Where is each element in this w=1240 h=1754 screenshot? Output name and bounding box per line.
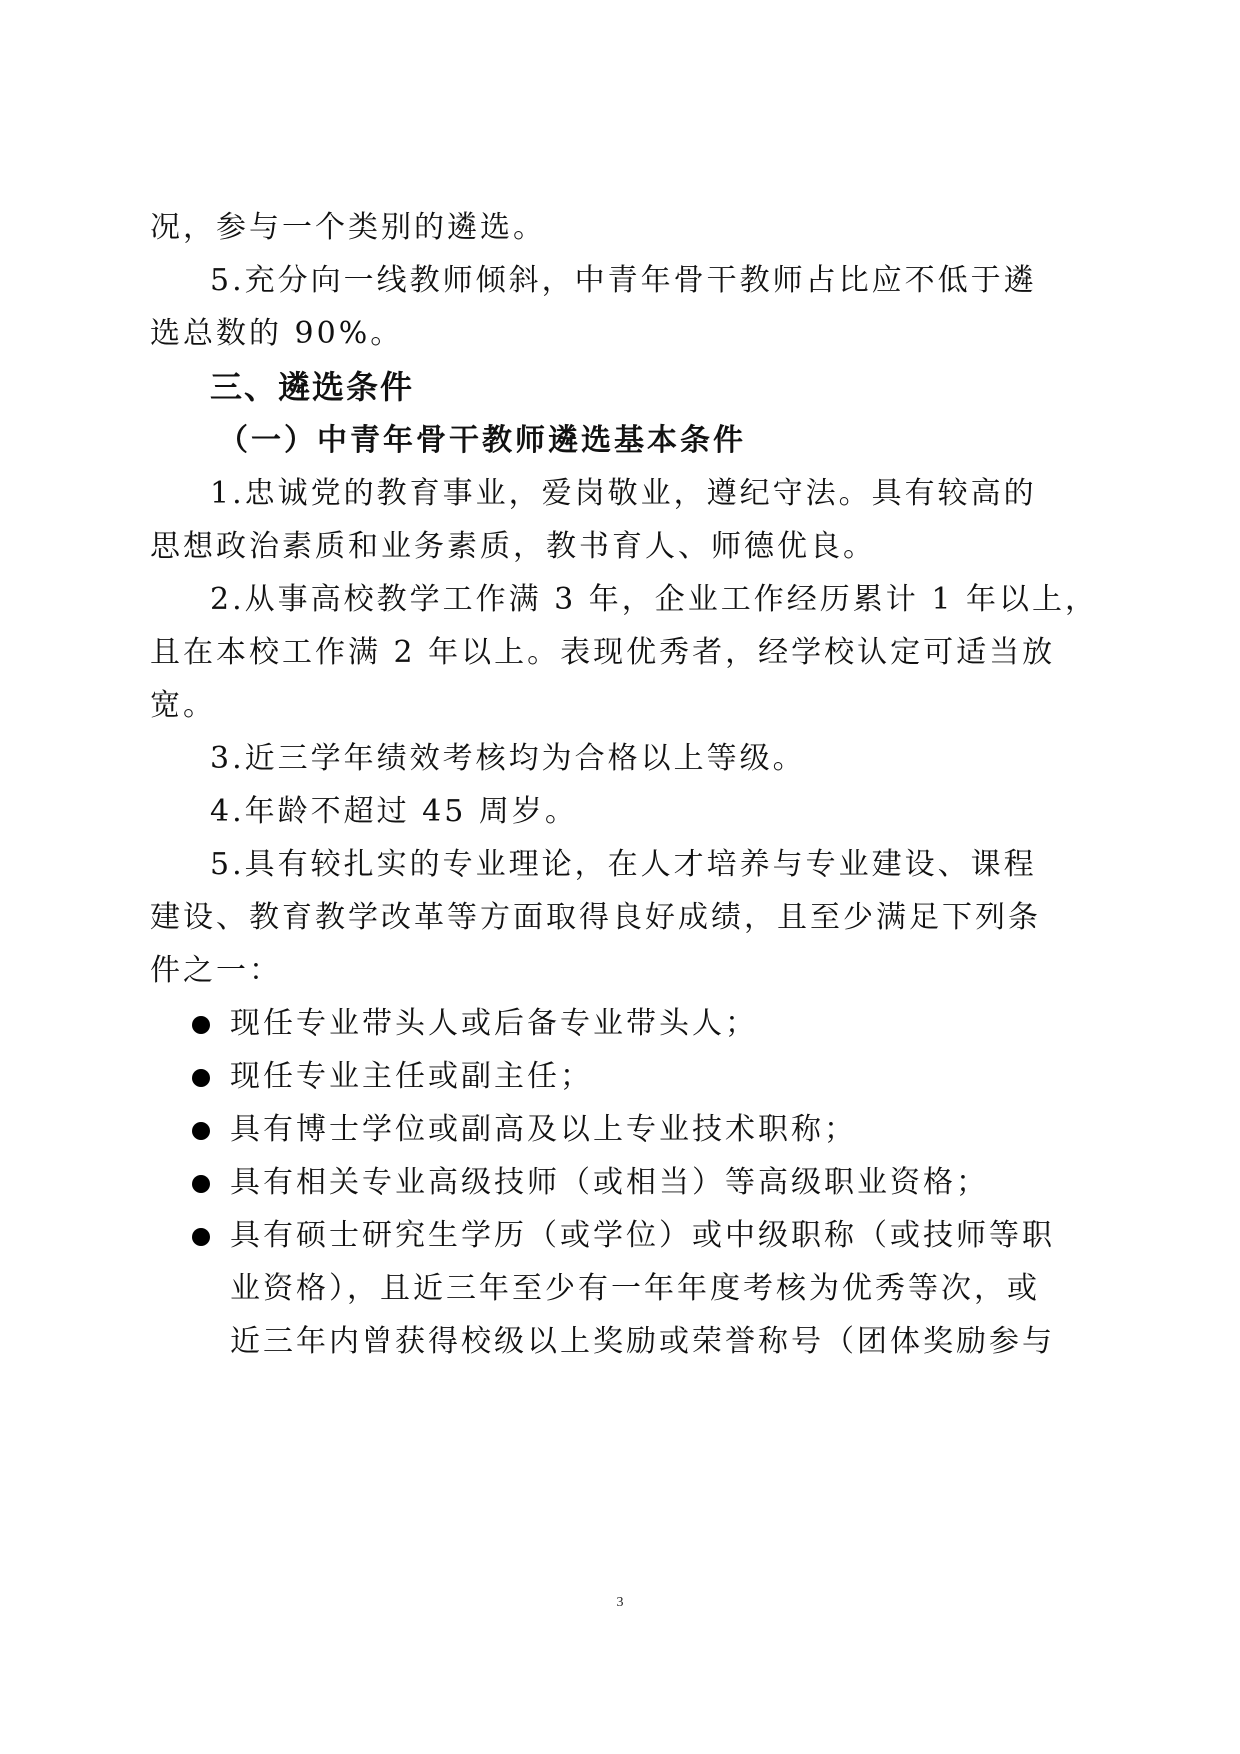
bullet-item: 具有博士学位或副高及以上专业技术职称；	[230, 1112, 857, 1147]
body-line: 宽。	[150, 688, 216, 723]
bullet-item: 现任专业带头人或后备专业带头人；	[230, 1006, 758, 1041]
subsection-heading: （一）中青年骨干教师遴选基本条件	[218, 423, 746, 458]
body-line: 选总数的 90%。	[150, 316, 404, 351]
bullet-icon	[192, 1175, 210, 1193]
body-line: 5.具有较扎实的专业理论，在人才培养与专业建设、课程	[210, 847, 1037, 882]
body-line: 4.年龄不超过 45 周岁。	[210, 794, 578, 829]
bullet-item: 具有相关专业高级技师（或相当）等高级职业资格；	[230, 1165, 989, 1200]
body-line: 2.从事高校教学工作满 3 年，企业工作经历累计 1 年以上，	[210, 582, 1098, 617]
body-line: 且在本校工作满 2 年以上。表现优秀者，经学校认定可适当放	[150, 635, 1056, 670]
page-number: 3	[616, 1595, 624, 1610]
body-line: 建设、教育教学改革等方面取得良好成绩，且至少满足下列条	[150, 900, 1041, 935]
bullet-icon	[192, 1069, 210, 1087]
bullet-icon	[192, 1016, 210, 1034]
body-line: 1.忠诚党的教育事业，爱岗敬业，遵纪守法。具有较高的	[210, 476, 1037, 511]
bullet-item-continuation: 近三年内曾获得校级以上奖励或荣誉称号（团体奖励参与	[230, 1324, 1055, 1359]
body-line: 况，参与一个类别的遴选。	[150, 210, 546, 245]
bullet-item: 现任专业主任或副主任；	[230, 1059, 593, 1094]
body-line: 思想政治素质和业务素质，教书育人、师德优良。	[150, 529, 876, 564]
bullet-icon	[192, 1228, 210, 1246]
bullet-item-continuation: 业资格），且近三年至少有一年年度考核为优秀等次，或	[230, 1271, 1040, 1306]
body-line: 3.近三学年绩效考核均为合格以上等级。	[210, 741, 806, 776]
section-heading: 三、遴选条件	[210, 368, 415, 406]
body-line: 件之一：	[150, 953, 282, 988]
bullet-item: 具有硕士研究生学历（或学位）或中级职称（或技师等职	[230, 1218, 1055, 1253]
bullet-icon	[192, 1122, 210, 1140]
body-line: 5.充分向一线教师倾斜，中青年骨干教师占比应不低于遴	[210, 263, 1037, 298]
